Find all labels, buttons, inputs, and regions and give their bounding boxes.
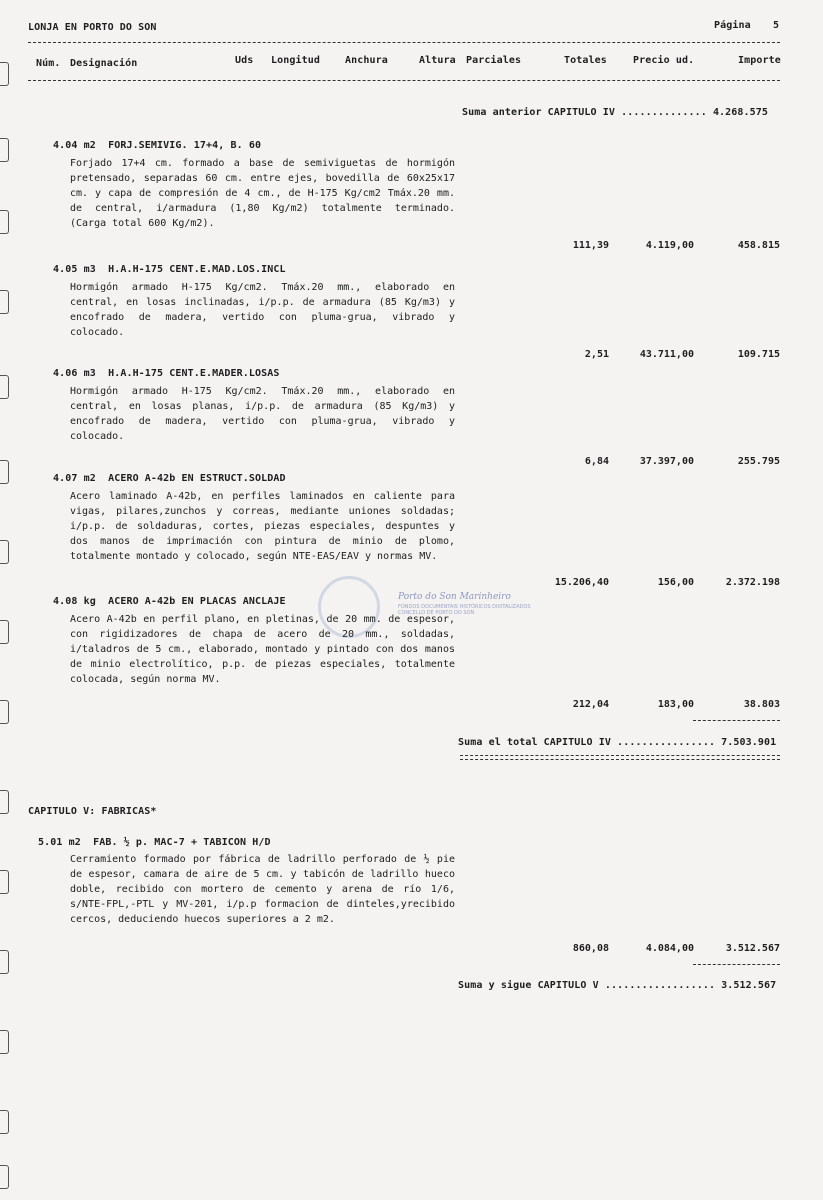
binder-mark: [0, 870, 9, 894]
subtotal-rule: [693, 964, 780, 965]
item-quantity: 860,08: [572, 943, 609, 954]
binder-mark: [0, 1030, 9, 1054]
item-description: Forjado 17+4 cm. formado a base de semiviguetas de hormigón pretensado, separadas 60 cm. entre ejes, bovedilla de 60x25x17 cm. y capa de compresión de 4 cm., de H-175 Kg/cm2 Tmáx.20 mm. de central, i/armadura (1,80 Kg/m2) totalmente terminado. (Carga total 600 Kg/m2).: [70, 158, 455, 229]
binder-mark: [0, 790, 9, 814]
binder-mark: [0, 540, 9, 564]
binder-mark: [0, 950, 9, 974]
stamp-caption-line: FONDOS DOCUMENTAIS HISTÓRICOS DIXITALIZADOS: [398, 604, 531, 610]
binder-mark: [0, 210, 9, 234]
col-longitud: Longitud: [271, 55, 320, 66]
binder-mark: [0, 620, 9, 644]
item-description: Cerramiento formado por fábrica de ladrillo perforado de ½ pie de espesor, camara de aire de 5 cm. y tabicón de ladrillo hueco doble, recibido con mortero de cemento y arena de río 1/6, s/NTE-FPL,-PTL y MV-201, i/p.p formacion de dinteles,yrecibido cercos, deduciendo huecos superiores a 2 m2.: [70, 854, 455, 925]
carry-forward-line: Suma anterior CAPITULO IV .............. 4.268.575: [462, 107, 769, 118]
binder-mark: [0, 138, 9, 162]
col-importe: Importe: [738, 55, 781, 66]
item-price: 4.119,00: [645, 240, 694, 251]
item-quantity: 6,84: [584, 456, 609, 467]
col-designation: Designación: [70, 58, 138, 69]
stamp-caption-line: CONCELLO DE PORTO DO SON: [398, 610, 475, 616]
item-code: 4.07 m2 ACERO A-42b EN ESTRUCT.SOLDAD: [53, 473, 286, 484]
col-precio: Precio ud.: [633, 55, 695, 66]
subtotal-rule: [693, 720, 780, 721]
item-code: 4.06 m3 H.A.H-175 CENT.E.MADER.LOSAS: [53, 368, 280, 379]
item-description: Acero A-42b en perfil plano, en pletinas, de 20 mm. de espesor, con rigidizadores de chapa de acero de 20 mm., soldadas, i/taladros de 5 cm., elaborado, montado y pintado con dos manos de minio electrolítico, p.p. de piezas especiales, totalmente colocada, según norma MV.: [70, 614, 455, 685]
item-amount: 109.715: [737, 349, 780, 360]
item-quantity: 2,51: [584, 349, 609, 360]
chapter-total-line: Suma el total CAPITULO IV ................ 7.503.901: [458, 737, 777, 748]
item-description: Hormigón armado H-175 Kg/cm2. Tmáx.20 mm., elaborado en central, en losas inclinadas, i/p.p. de armadura (85 Kg/m3) y encofrado de madera, vertido con pluma-grua, vibrado y colocado.: [70, 282, 455, 338]
item-code: 4.04 m2 FORJ.SEMIVIG. 17+4, B. 60: [53, 140, 262, 151]
columns-rule: [28, 80, 780, 81]
binder-mark: [0, 1110, 9, 1134]
carry-next-line: Suma y sigue CAPITULO V .................. 3.512.567: [458, 980, 777, 991]
item-description: Hormigón armado H-175 Kg/cm2. Tmáx.20 mm., elaborado en central, en losas planas, i/p.p. de armadura (85 Kg/m3) y encofrado de madera, vertido con pluma-grua, vibrado y colocado.: [70, 386, 455, 442]
col-parciales: Parciales: [466, 55, 522, 66]
col-totales: Totales: [564, 55, 607, 66]
item-price: 156,00: [657, 577, 694, 588]
col-altura: Altura: [419, 55, 456, 66]
page-label: Página: [714, 20, 751, 31]
item-code: 4.08 kg ACERO A-42b EN PLACAS ANCLAJE: [53, 596, 286, 607]
col-anchura: Anchura: [345, 55, 388, 66]
item-quantity: 111,39: [572, 240, 609, 251]
item-price: 37.397,00: [639, 456, 694, 467]
binder-mark: [0, 62, 9, 86]
binder-mark: [0, 460, 9, 484]
total-double-rule: [460, 759, 780, 760]
col-uds: Uds: [235, 55, 254, 66]
item-quantity: 15.206,40: [554, 577, 609, 588]
chapter-heading: CAPITULO V: FABRICAS*: [28, 806, 157, 817]
item-price: 43.711,00: [639, 349, 694, 360]
binder-mark: [0, 375, 9, 399]
item-price: 4.084,00: [645, 943, 694, 954]
item-amount: 458.815: [737, 240, 780, 251]
header-rule: [28, 42, 780, 43]
item-code: 5.01 m2 FAB. ½ p. MAC-7 + TABICON H/D: [38, 837, 271, 848]
total-double-rule: [460, 755, 780, 756]
item-amount: 38.803: [743, 699, 780, 710]
item-amount: 3.512.567: [725, 943, 780, 954]
binder-mark: [0, 700, 9, 724]
document-title: LONJA EN PORTO DO SON: [28, 22, 157, 33]
item-amount: 255.795: [737, 456, 780, 467]
item-amount: 2.372.198: [725, 577, 780, 588]
item-description: Acero laminado A-42b, en perfiles laminados en caliente para vigas, pilares,zunchos y correas, mediante uniones soldadas; i/p.p. de soldaduras, cortes, piezas especiales, despuntes y dos manos de imprimación con pintura de minio de plomo, totalmente montado y colocado, según NTE-EAS/EAV y normas MV.: [70, 491, 455, 562]
binder-mark: [0, 290, 9, 314]
item-price: 183,00: [657, 699, 694, 710]
col-num: Núm.: [36, 58, 61, 69]
item-quantity: 212,04: [572, 699, 609, 710]
binder-mark: [0, 1165, 9, 1189]
page-number: 5: [773, 20, 780, 31]
archive-stamp-name: Porto do Son Marinheiro: [398, 592, 511, 602]
item-code: 4.05 m3 H.A.H-175 CENT.E.MAD.LOS.INCL: [53, 264, 286, 275]
